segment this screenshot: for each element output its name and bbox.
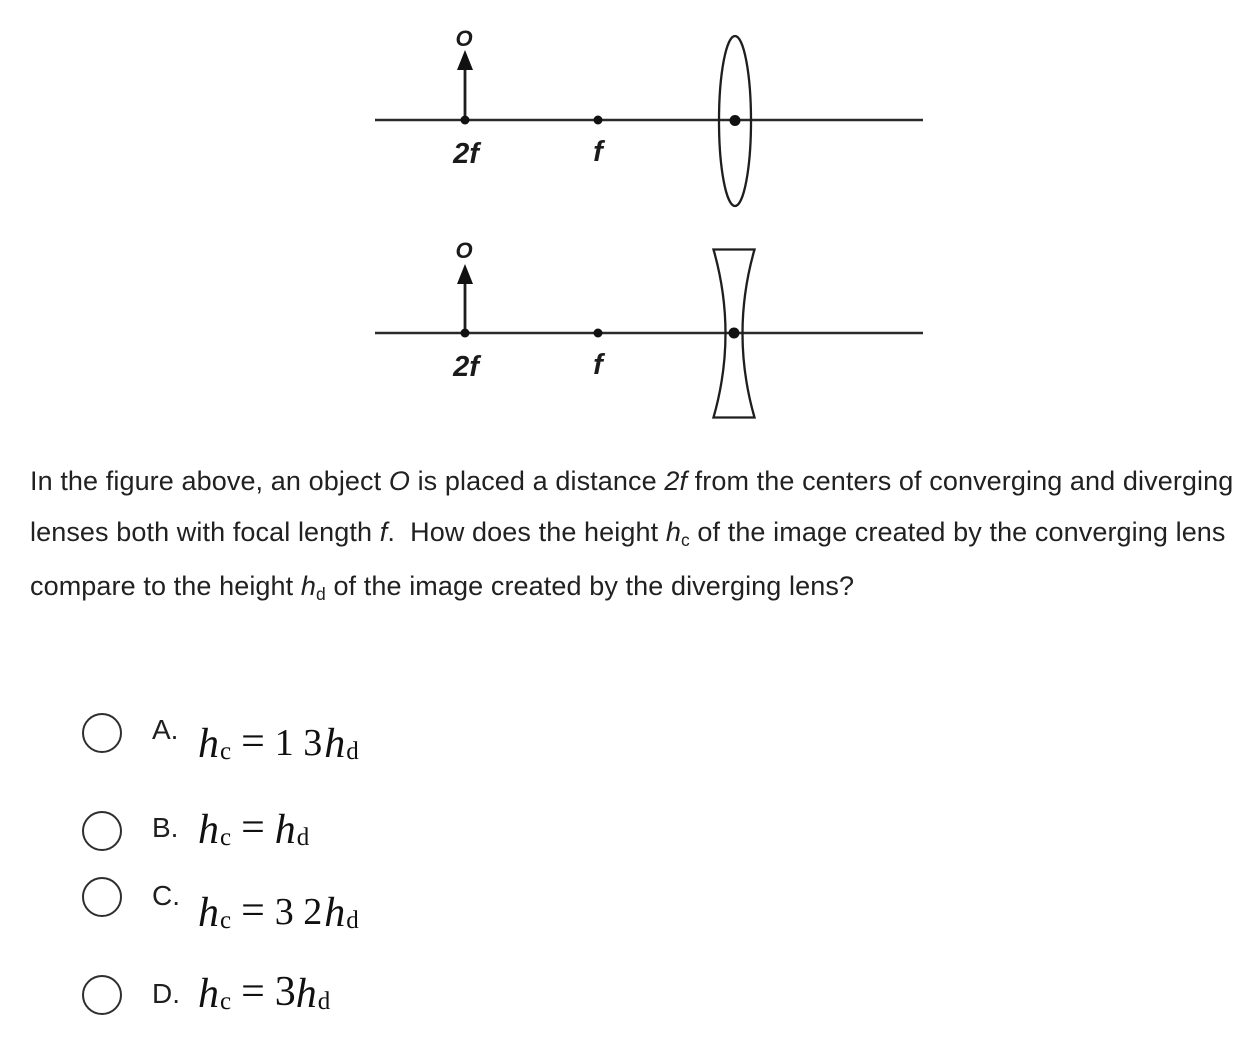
question-text (30, 456, 1254, 615)
math-h: h (324, 721, 346, 767)
math-subscript-d: d (296, 824, 310, 851)
option-d-label: D. (152, 978, 180, 1009)
f-label: f (593, 349, 603, 381)
question-segment: O (388, 466, 410, 496)
converging-lens-diagram (375, 26, 923, 206)
option-a-radio[interactable] (82, 713, 122, 753)
option-b-radio[interactable] (82, 811, 122, 851)
math-fraction (274, 891, 323, 933)
option-c-label: C. (152, 880, 180, 911)
math-h: h (198, 890, 219, 936)
lens-diagrams (0, 0, 1257, 455)
math-subscript-d: d (346, 738, 359, 765)
question-segment: 2f (664, 466, 688, 496)
question-segment: of the image created by the diverging lens? (325, 571, 855, 601)
f-label: f (593, 136, 603, 168)
focal-point-dot (594, 329, 603, 338)
math-h: h (324, 890, 346, 936)
question-segment: f (379, 517, 388, 547)
question-segment: of the image created by the converging lens compare to the height (30, 517, 1226, 601)
question-segment: h (665, 517, 681, 547)
math-subscript-c: c (220, 907, 232, 934)
fraction-numerator: 1 (274, 722, 294, 764)
question-subscript: c (680, 530, 690, 550)
question-segment: is placed a distance (409, 466, 665, 496)
fraction-denominator: 2 (303, 891, 323, 933)
math-h: h (198, 721, 219, 767)
option-d-formula (198, 964, 330, 1024)
option-a-formula (198, 702, 359, 786)
math-h: h (295, 971, 317, 1017)
object-label: O (455, 26, 473, 51)
focal-point-dot (594, 116, 603, 125)
two-f-label: 2f (453, 138, 479, 170)
math-h: h (198, 807, 219, 853)
lens-center-dot (729, 328, 740, 339)
math-subscript-c: c (220, 824, 232, 851)
diverging-lens-diagram (375, 238, 923, 418)
math-fraction (274, 722, 323, 764)
option-d-radio[interactable] (82, 975, 122, 1015)
math-equals: = (241, 719, 265, 765)
math-h: h (274, 807, 296, 853)
question-segment: from the centers of converging and diverging lenses both with focal length (30, 466, 1234, 547)
math-equals: = (241, 888, 265, 934)
object-arrowhead-icon (457, 50, 473, 70)
question-segment: . How does the height (387, 517, 666, 547)
math-equals: = (241, 805, 265, 851)
two-f-label: 2f (453, 351, 479, 383)
option-c-formula (198, 871, 359, 955)
option-c-radio[interactable] (82, 877, 122, 917)
question-segment: h (300, 571, 316, 601)
math-equals: = (241, 969, 265, 1015)
option-a-label: A. (152, 714, 179, 745)
lens-center-dot (730, 115, 741, 126)
option-b-formula (198, 800, 309, 860)
math-subscript-d: d (346, 907, 359, 934)
math-coefficient: 3 (274, 969, 296, 1015)
option-b-label: B. (152, 812, 179, 843)
fraction-numerator: 3 (274, 891, 294, 933)
question-segment: In the figure above, an object (30, 466, 389, 496)
object-label: O (455, 238, 473, 263)
math-subscript-c: c (220, 738, 232, 765)
fraction-denominator: 3 (303, 722, 323, 764)
object-arrowhead-icon (457, 264, 473, 284)
math-subscript-d: d (317, 988, 331, 1015)
object-position-dot (461, 329, 470, 338)
object-position-dot (461, 116, 470, 125)
math-subscript-c: c (220, 988, 232, 1015)
math-h: h (198, 971, 219, 1017)
question-subscript: d (316, 584, 326, 604)
